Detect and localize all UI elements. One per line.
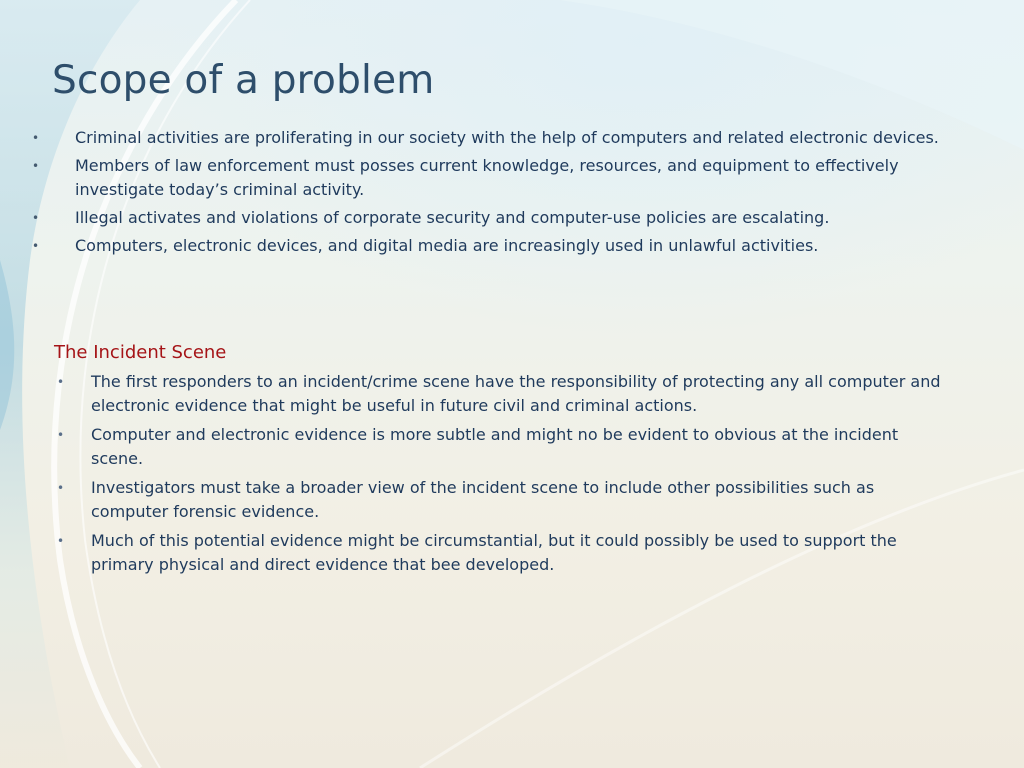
list-item-text: Computer and electronic evidence is more subtle and might no be evident to obvious at the incident scene. <box>91 425 899 468</box>
list-item <box>54 476 954 524</box>
list-item-text: Much of this potential evidence might be circumstantial, but it could possibly be used to support the primary physical and direct evidence that bee developed. <box>91 531 897 574</box>
bullet-icon: • <box>32 239 40 253</box>
bullet-icon: • <box>57 428 65 442</box>
slide-title: Scope of a problem <box>52 58 435 103</box>
bullet-icon: • <box>57 481 65 495</box>
list-item <box>32 206 992 230</box>
section-heading: The Incident Scene <box>54 342 227 363</box>
list-item <box>32 126 992 150</box>
section-bullet-list <box>54 370 954 582</box>
bullet-icon: • <box>32 211 40 225</box>
bullet-icon: • <box>32 131 40 145</box>
bullet-icon: • <box>32 159 40 173</box>
bullet-icon: • <box>57 534 65 548</box>
list-item <box>32 154 992 202</box>
list-item-text: Investigators must take a broader view of the incident scene to include other possibilities such as computer forensic evidence. <box>91 478 875 521</box>
main-bullet-list <box>32 126 992 262</box>
bullet-icon: • <box>57 375 65 389</box>
list-item-text: Illegal activates and violations of corporate security and computer-use policies are escalating. <box>75 208 830 227</box>
list-item-text: Criminal activities are proliferating in our society with the help of computers and related electronic devices. <box>75 128 939 147</box>
list-item <box>54 370 954 418</box>
list-item <box>32 234 992 258</box>
list-item-text: Computers, electronic devices, and digital media are increasingly used in unlawful activities. <box>75 236 819 255</box>
list-item <box>54 529 954 577</box>
list-item-text: Members of law enforcement must posses current knowledge, resources, and equipment to effectively investigate today’s criminal activity. <box>75 156 899 199</box>
list-item <box>54 423 954 471</box>
list-item-text: The first responders to an incident/crime scene have the responsibility of protecting any all computer and electronic evidence that might be useful in future civil and criminal actions. <box>91 372 941 415</box>
